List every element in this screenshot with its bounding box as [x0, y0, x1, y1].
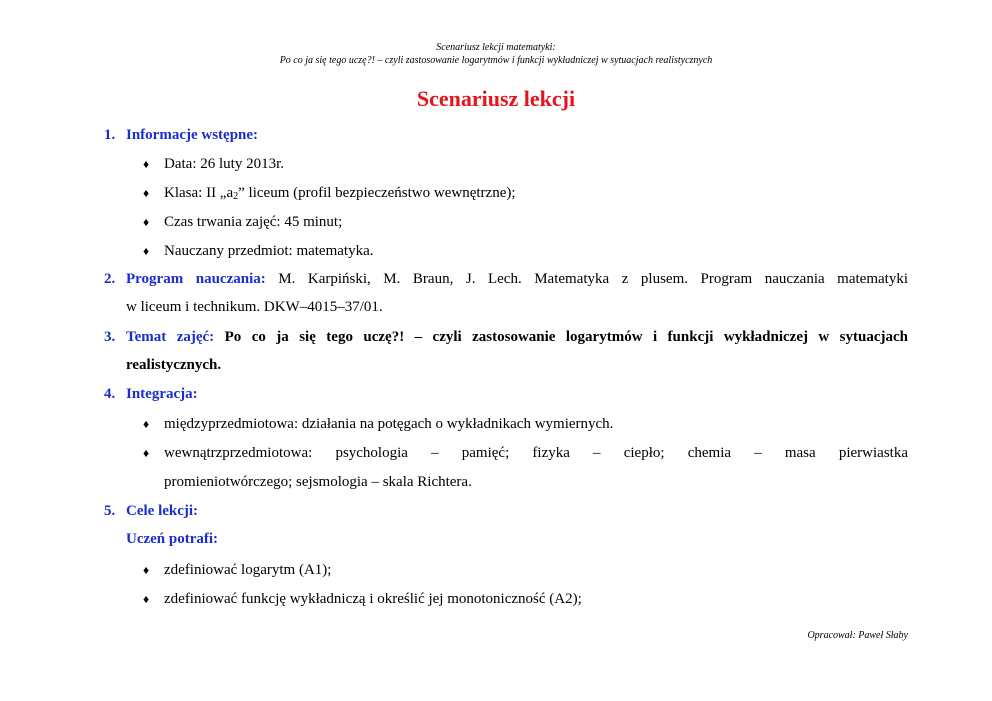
list-item-duration: Czas trwania zajęć: 45 minut; [164, 214, 343, 230]
footer-author: Opracował: Paweł Słaby [807, 630, 908, 641]
list-item-class [164, 184, 516, 202]
bullet-icon: ♦ [143, 186, 150, 200]
topic-text-line1: Po co ja się tego uczę?! – czyli zastosowanie logarytmów i funkcji wykładniczej w sytuacjach [224, 329, 908, 345]
program-line1 [126, 270, 908, 288]
running-header-line2: Po co ja się tego uczę?! – czyli zastosowanie logarytmów i funkcji wykładniczej w sytuacjach realistycznych [279, 55, 713, 66]
bullet-icon: ♦ [143, 592, 150, 606]
topic-line1 [126, 328, 908, 346]
section-heading-5: Cele lekcji: [126, 503, 199, 519]
integration-item-2-line1: wewnątrzprzedmiotowa: psychologia – pamięć; fizyka – ciepło; chemia – masa pierwiastka [164, 445, 908, 461]
page-title: Scenariusz lekcji [416, 86, 576, 111]
integration-item-1: międzyprzedmiotowa: działania na potęgach o wykładnikach wymiernych. [164, 416, 614, 432]
section-heading-2: Program nauczania: [126, 271, 266, 287]
section-number-3: 3. [104, 329, 116, 345]
section-number-1: 1. [104, 127, 116, 143]
section-number-2: 2. [104, 271, 116, 287]
topic-text-line2: realistycznych. [126, 357, 222, 373]
section-heading-1: Informacje wstępne: [126, 127, 259, 143]
integration-item-2-line2: promieniotwórczego; sejsmologia – skala Richtera. [164, 474, 472, 490]
class-suffix: ” liceum (profil bezpieczeństwo wewnętrzne); [238, 185, 516, 201]
bullet-icon: ♦ [143, 446, 150, 460]
class-subscript: 2 [233, 191, 239, 202]
running-header-line1: Scenariusz lekcji matematyki: [436, 42, 556, 53]
list-item-date: Data: 26 luty 2013r. [164, 156, 284, 172]
section-heading-3: Temat zajęć: [126, 329, 215, 345]
bullet-icon: ♦ [143, 244, 150, 258]
list-item-subject: Nauczany przedmiot: matematyka. [164, 243, 374, 259]
program-text-line1: M. Karpiński, M. Braun, J. Lech. Matematyka z plusem. Program nauczania matematyki [278, 271, 908, 287]
goal-item-1: zdefiniować logarytm (A1); [164, 562, 332, 578]
bullet-icon: ♦ [143, 563, 150, 577]
goal-item-2: zdefiniować funkcję wykładniczą i określić jej monotoniczność (A2); [164, 591, 582, 607]
bullet-icon: ♦ [143, 157, 150, 171]
section-number-5: 5. [104, 503, 116, 519]
program-text-line2: w liceum i technikum. DKW–4015–37/01. [126, 299, 383, 315]
section-heading-4: Integracja: [126, 386, 198, 402]
class-prefix: Klasa: II „a [164, 185, 234, 201]
subheading-student-can: Uczeń potrafi: [126, 531, 219, 547]
bullet-icon: ♦ [143, 215, 150, 229]
bullet-icon: ♦ [143, 417, 150, 431]
section-number-4: 4. [104, 386, 116, 402]
